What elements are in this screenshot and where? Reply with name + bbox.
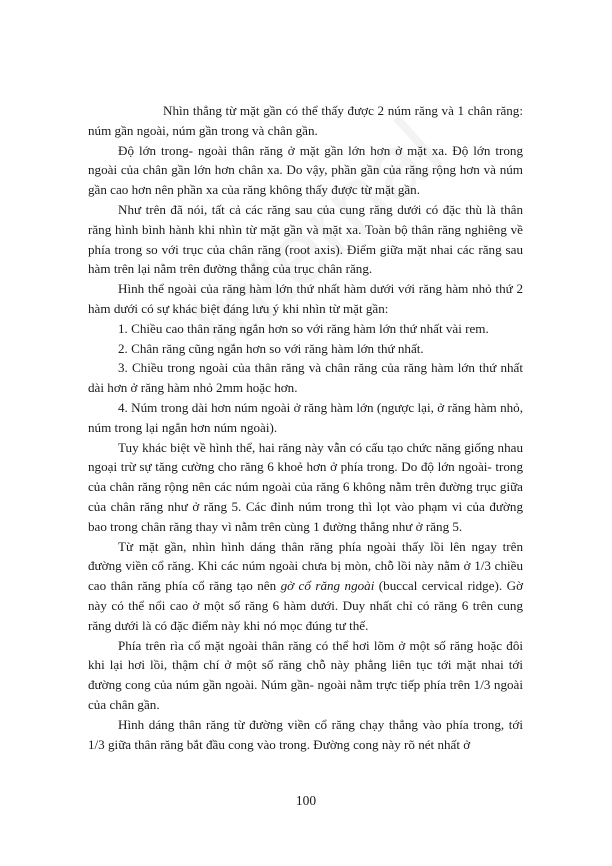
list-item-1: 1. Chiều cao thân răng ngắn hơn so với răng hàm lớn thứ nhất vài rem. (118, 320, 489, 336)
body-text (88, 101, 523, 754)
list-item-3: 3. Chiều trong ngoài của thân răng và chân răng của răng hàm lớn thứ nhất dài hơn ở răng hàm nhỏ 2mm hoặc hơn. (88, 360, 523, 396)
paragraph-comparison-intro: Hình thể ngoài của răng hàm lớn thứ nhất hàm dưới với răng hàm nhỏ thứ 2 hàm dưới có sự khác biệt đáng lưu ý khi nhìn từ mặt gần: (88, 281, 523, 316)
ridge-text-after: (buccal cervical ridge). Gờ này có thể nổi cao ở một số răng 6 hàm dưới. Duy nhất chỉ có răng 6 trên cung răng dưới là có đặc điểm này khi nó mọc đúng tư thế. (88, 578, 523, 633)
paragraph-cervical-ridge (88, 537, 523, 636)
paragraph-mesial-view: Nhìn thẳng từ mặt gần có thể thấy được 2 núm răng và 1 chân răng: núm gần ngoài, núm gần trong và chân gần. (88, 103, 523, 138)
ridge-term: gờ cổ răng ngoài (280, 578, 375, 594)
list-item-4: 4. Núm trong dài hơn núm ngoài ở răng hàm lớn (ngược lại, ở răng hàm nhỏ, núm trong lại ngắn hơn núm ngoài). (88, 399, 523, 435)
paragraph-posterior-teeth: Như trên đã nói, tất cả các răng sau của cung răng dưới có đặc thù là thân răng hình bình hành khi nhìn từ mặt gần và mặt xa. Toàn bộ thân răng nghiêng về phía trong so với trục của chân răng (root axis). Điểm giữa mặt nhai các răng sau hàm trên lại nằm trên đường thẳng của trục chân răng. (88, 201, 523, 277)
paragraph-crown-size: Độ lớn trong- ngoài thân răng ở mặt gần lớn hơn ở mặt xa. Độ lớn trong ngoài của chân gần lớn hơn chân xa. Do vậy, phần gần của răng rộng hơn và núm gần cao hơn nên phần xa của răng không thấy được từ mặt gần. (88, 142, 523, 198)
paragraph-buccal-surface: Phía trên rìa cổ mặt ngoài thân răng có thể hơi lõm ở một số răng hoặc đôi khi lại hơi lồi, thậm chí ở một số răng chỗ này phẳng liên tục tới mặt nhai tới đường cong của núm gần ngoài. Núm gần- ngoài nằm trực tiếp phía trên 1/3 ngoài của chân gần. (88, 637, 523, 712)
list-item-2: 2. Chân răng cũng ngắn hơn so với răng hàm lớn thứ nhất. (118, 340, 424, 356)
paragraph-functional-structure: Tuy khác biệt về hình thể, hai răng này vẫn có cấu tạo chức năng giống nhau ngoại trừ sự tăng cường cho răng 6 khoẻ hơn ở phía trong. Do độ lớn ngoài- trong của chân răng rộng nên các núm ngoài của răng 6 không nằm trên đường trục giữa của chân răng như ở răng 5. Các đỉnh núm trong thì lọt vào phạm vi của đường bao trong chân răng thay vì nằm trên cùng 1 đường thẳng như ở răng 5. (88, 439, 523, 534)
ridge-text-before: Từ mặt gần, nhìn hình dáng thân răng phía ngoài thấy lồi lên ngay trên đường viền cổ răng. Khi các núm ngoài chưa bị mòn, chỗ lồi này nằm ở 1/3 chiều cao thân răng phía cổ răng tạo nên (88, 538, 523, 594)
page-number: 100 (295, 793, 317, 808)
paragraph-crown-outline: Hình dáng thân răng từ đường viền cổ răng chạy thẳng vào phía trong, tới 1/3 giữa thân răng bắt đầu cong vào trong. Đường cong này rõ nét nhất ở (88, 716, 523, 752)
